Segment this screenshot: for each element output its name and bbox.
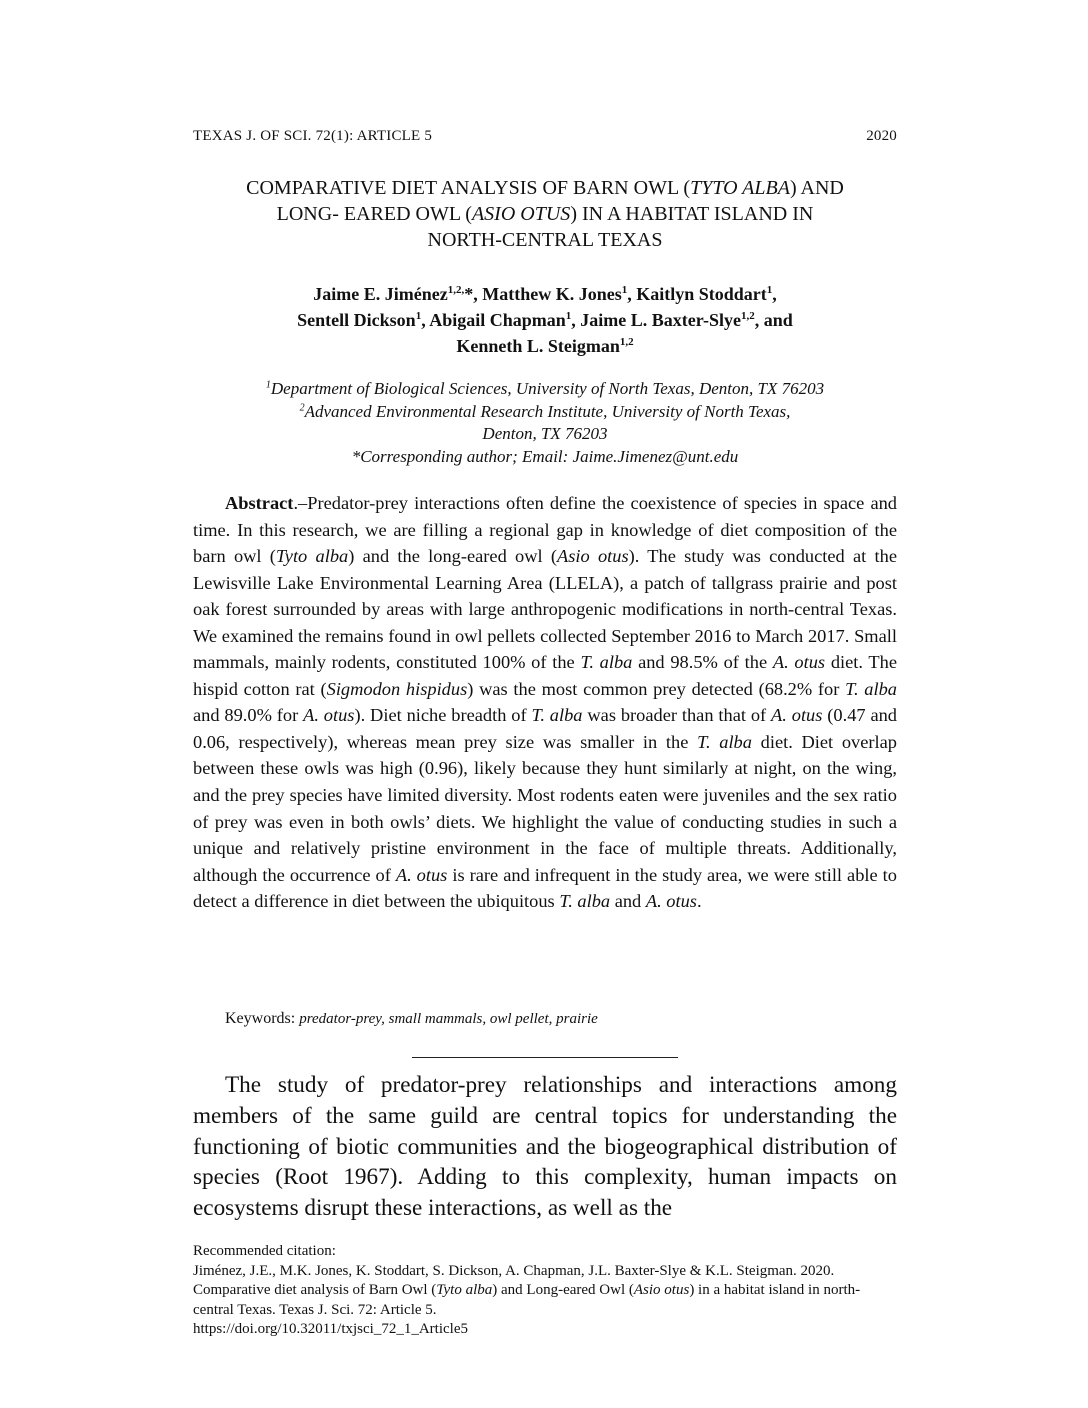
affiliations bbox=[193, 378, 897, 468]
species-name: Asio otus bbox=[633, 1282, 690, 1298]
journal-name: TEXAS J. OF SCI. 72(1): ARTICLE 5 bbox=[193, 128, 433, 144]
citation-text: ) in a habitat island in north-central Texas. Texas J. Sci. 72: Article 5. bbox=[193, 1282, 861, 1318]
abstract-text: and 89.0% for bbox=[193, 705, 304, 726]
author-affil-marker: 1 bbox=[565, 310, 572, 322]
title-species: ASIO OTUS bbox=[471, 203, 571, 225]
species-name: T. alba bbox=[697, 731, 752, 752]
abstract-text: diet. Diet overlap between these owls was high (0.96), likely because they hunt similarly at night, on the wing, and the prey species have limited diversity. Most rodents eaten were juveniles and the sex ratio of prey was even in both owls’ diets. We highlight the value of conducting studies in such a unique and relatively pristine environment in the face of multiple threats. Additionally, although the occurrence of bbox=[193, 731, 898, 885]
author-name: , Kaitlyn Stoddart bbox=[627, 284, 767, 304]
author-name: Sentell Dickson bbox=[297, 310, 416, 330]
species-name: A. otus bbox=[395, 864, 448, 885]
species-name: T. alba bbox=[580, 652, 633, 673]
publication-year: 2020 bbox=[866, 128, 897, 144]
abstract-text: ). Diet niche breadth of bbox=[354, 705, 532, 726]
citation-text: ) and Long-eared Owl ( bbox=[492, 1282, 634, 1298]
affil-marker: 1 bbox=[265, 379, 271, 391]
abstract-text: ) was the most common prey detected (68.2% for bbox=[467, 678, 846, 699]
citation-text: Jiménez, J.E., M.K. Jones, K. Stoddart, S. Dickson, A. Chapman, J.L. Baxter-Slye & K.L. Steigman. 2020. Comparative diet analysis of Barn Owl ( bbox=[193, 1262, 835, 1298]
species-name: T. alba bbox=[559, 891, 611, 912]
author-affil-marker: 1,2, bbox=[447, 284, 465, 296]
author-affil-marker: 1,2 bbox=[741, 310, 755, 322]
species-name: Asio otus bbox=[557, 546, 629, 567]
title-species: TYTO ALBA bbox=[690, 177, 790, 199]
species-name: A. otus bbox=[645, 891, 697, 912]
species-name: T. alba bbox=[845, 678, 897, 699]
doi-link[interactable]: https://doi.org/10.32011/txjsci_72_1_Article5 bbox=[193, 1321, 468, 1337]
species-name: Tyto alba bbox=[275, 546, 349, 567]
article-title bbox=[193, 175, 897, 253]
abstract-text: ) and the long-eared owl ( bbox=[348, 546, 558, 567]
section-divider bbox=[412, 1057, 678, 1058]
recommended-citation bbox=[193, 1242, 897, 1340]
author-separator: *, bbox=[464, 284, 483, 304]
abstract-text: ). The study was conducted at the Lewisville Lake Environmental Learning Area (LLELA), a patch of tallgrass prairie and post oak forest surrounded by areas with large anthropogenic modifications in north-central Texas. We examined the remains found in owl pellets collected September 2016 to March 2017. Small mammals, mainly rodents, constituted 100% of the bbox=[193, 546, 897, 673]
abstract-text: and 98.5% of the bbox=[632, 652, 773, 673]
affil-marker: 2 bbox=[299, 401, 305, 413]
species-name: A. otus bbox=[771, 705, 823, 726]
title-text: ) AND bbox=[789, 177, 844, 199]
abstract-text: .–Predator-prey interactions often define the coexistence of species in space and time. In this research, we are filling a regional gap in knowledge of diet composition of the barn owl ( bbox=[193, 493, 897, 567]
abstract bbox=[193, 490, 897, 915]
corresponding-author: *Corresponding author; Email: Jaime.Jimenez@unt.edu bbox=[351, 446, 739, 466]
species-name: T. alba bbox=[531, 705, 583, 726]
keywords-terms: predator-prey, small mammals, owl pellet, prairie bbox=[299, 1011, 598, 1027]
title-text: LONG- EARED OWL ( bbox=[276, 203, 472, 225]
affiliation-2: Advanced Environmental Research Institute, University of North Texas, bbox=[304, 401, 791, 421]
author-affil-marker: 1 bbox=[621, 284, 628, 296]
affiliation-2-address: Denton, TX 76203 bbox=[482, 424, 608, 443]
abstract-text: is rare and infrequent in the study area, we were still able to detect a difference in diet between the ubiquitous bbox=[193, 864, 897, 912]
title-text: ) IN A HABITAT ISLAND IN bbox=[570, 203, 814, 225]
abstract-label: Abstract bbox=[225, 493, 294, 513]
abstract-text: was broader than that of bbox=[582, 705, 772, 726]
author-list bbox=[193, 281, 897, 359]
species-name: Sigmodon hispidus bbox=[326, 678, 468, 699]
abstract-text: and bbox=[610, 891, 646, 912]
author-affil-marker: 1 bbox=[766, 284, 773, 296]
keywords-label: Keywords: bbox=[225, 1010, 300, 1027]
abstract-text: . bbox=[696, 891, 702, 912]
title-text: COMPARATIVE DIET ANALYSIS OF BARN OWL ( bbox=[246, 177, 691, 199]
species-name: A. otus bbox=[772, 652, 826, 673]
affiliation-1: Department of Biological Sciences, University of North Texas, Denton, TX 76203 bbox=[270, 379, 825, 398]
abstract-text: diet. The hispid cotton rat ( bbox=[193, 652, 897, 699]
author-name: , Jaime L. Baxter-Slye bbox=[571, 310, 742, 330]
abstract-text: (0.47 and 0.06, respectively), whereas mean prey size was smaller in the bbox=[193, 705, 898, 752]
author-separator: , bbox=[772, 284, 777, 304]
author-name: Kenneth L. Steigman bbox=[456, 336, 620, 356]
author-separator: , and bbox=[754, 310, 793, 330]
author-name: Jaime E. Jiménez bbox=[313, 284, 448, 304]
citation-label: Recommended citation: bbox=[193, 1243, 336, 1259]
keywords bbox=[225, 1010, 598, 1028]
author-name: , Abigail Chapman bbox=[421, 310, 566, 330]
introduction-paragraph: The study of predator-prey relationships and interactions among members of the same guild are central topics for understanding the functioning of biotic communities and the biogeographical distribution of species (Root 1967). Adding to this complexity, human impacts on ecosystems disrupt these interactions, as well as the bbox=[193, 1072, 897, 1221]
species-name: A. otus bbox=[303, 705, 355, 726]
species-name: Tyto alba bbox=[436, 1282, 493, 1298]
author-name: Matthew K. Jones bbox=[482, 284, 622, 304]
author-affil-marker: 1,2 bbox=[619, 336, 634, 348]
title-text: NORTH-CENTRAL TEXAS bbox=[427, 229, 663, 251]
author-affil-marker: 1 bbox=[415, 310, 422, 322]
